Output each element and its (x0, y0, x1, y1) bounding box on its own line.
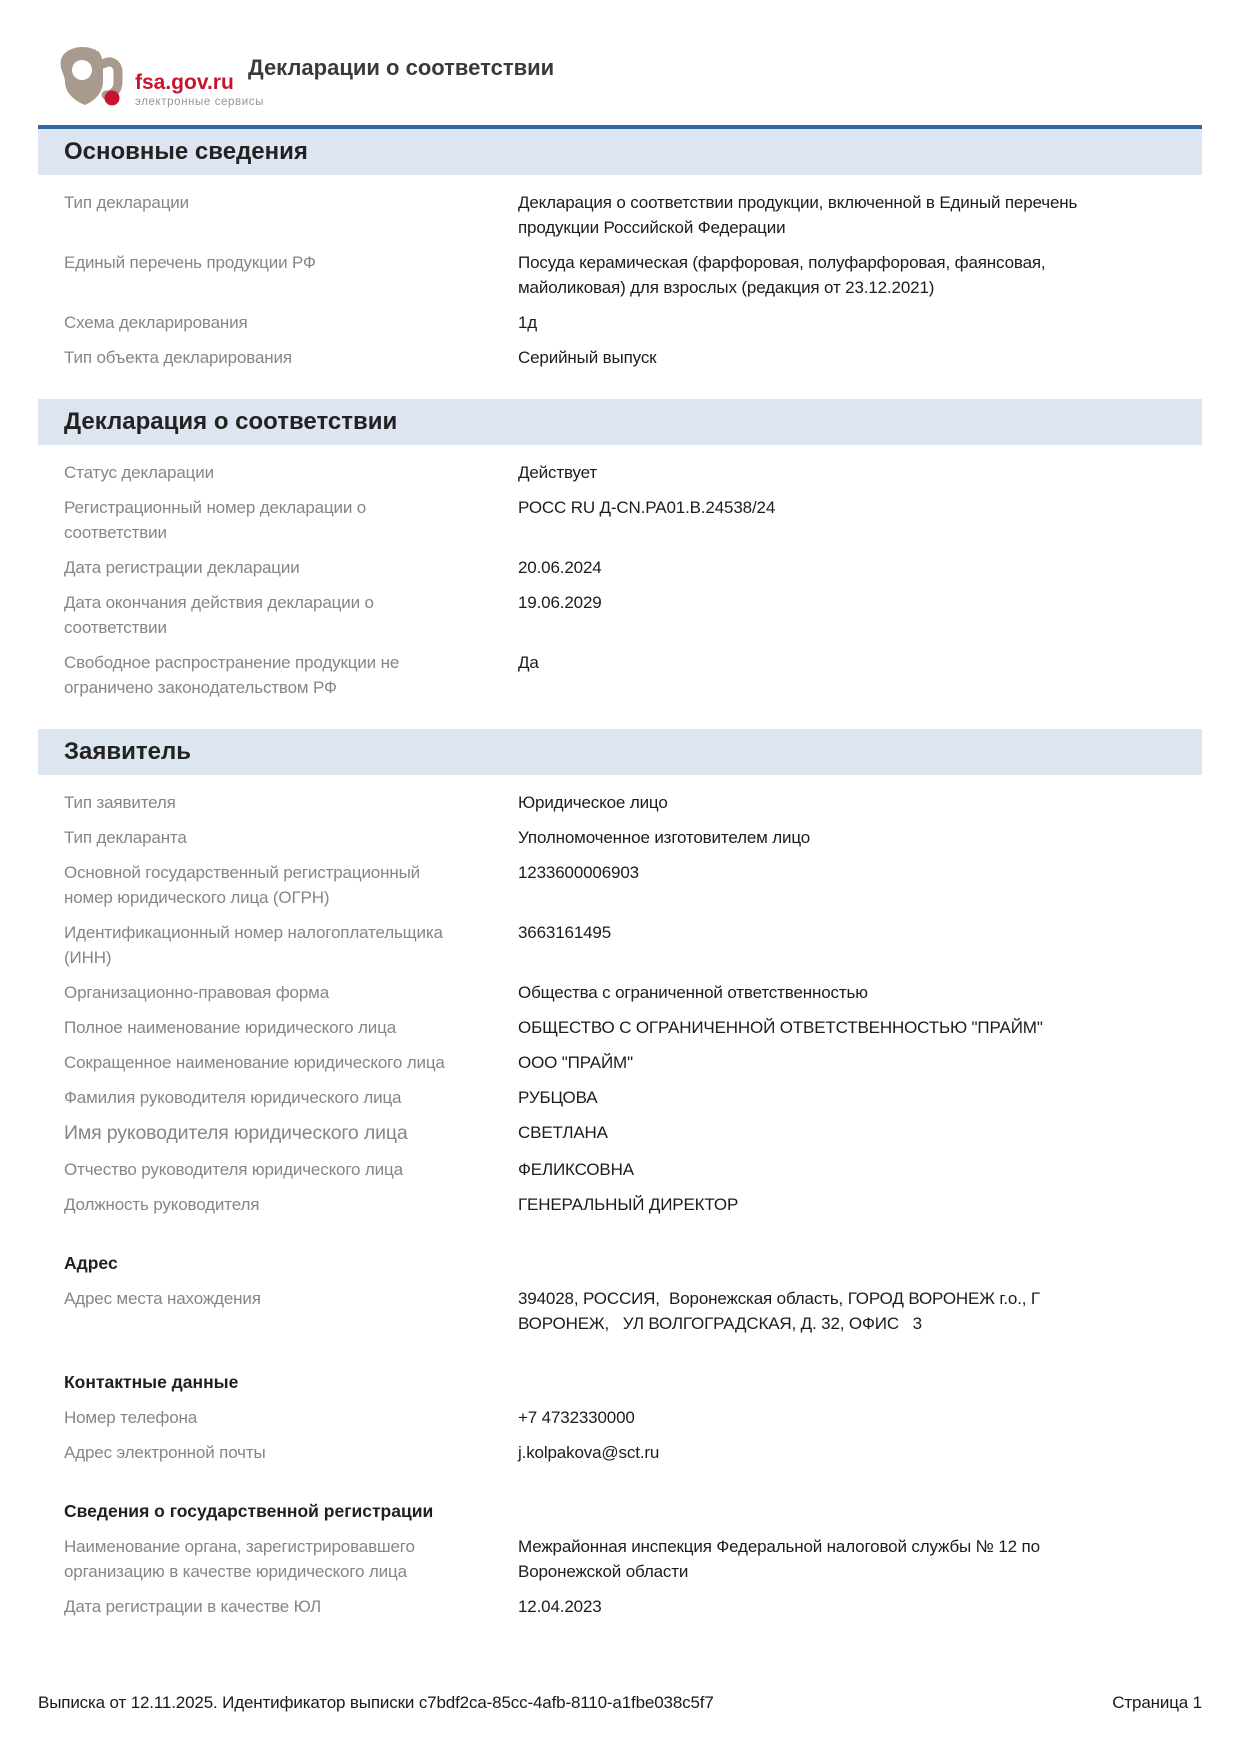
section-rows (38, 445, 1202, 705)
document-footer (38, 1693, 1202, 1713)
section-title: Декларация о соответствии (38, 399, 1202, 445)
field-row (38, 1080, 1202, 1115)
section-title: Заявитель (38, 729, 1202, 775)
field-label: Тип объекта декларирования (64, 348, 292, 367)
sections (0, 125, 1240, 1624)
field-label: Тип заявителя (64, 793, 176, 812)
field-row (38, 245, 1202, 305)
section-1 (0, 399, 1240, 705)
section-title: Основные сведения (38, 125, 1202, 175)
footer-page-number: Страница 1 (1112, 1693, 1202, 1712)
field-label: Фамилия руководителя юридического лица (64, 1088, 402, 1107)
fsa-logo-tagline: электронные сервисы (135, 96, 264, 108)
field-value: ОБЩЕСТВО С ОГРАНИЧЕННОЙ ОТВЕТСТВЕННОСТЬЮ "ПРАЙМ" (518, 1018, 1043, 1037)
field-label: Отчество руководителя юридического лица (64, 1160, 403, 1179)
field-value: СВЕТЛАНА (518, 1123, 608, 1142)
field-value: Общества с ограниченной ответственностью (518, 983, 868, 1002)
field-label: Наименование органа, зарегистрировавшего организацию в качестве юридического лица (64, 1537, 415, 1581)
field-value: Да (518, 653, 539, 672)
field-label: Тип декларанта (64, 828, 187, 847)
field-row (38, 550, 1202, 585)
field-value: Действует (518, 463, 598, 482)
field-row (38, 915, 1202, 975)
field-value: 3663161495 (518, 923, 612, 942)
field-value: Межрайонная инспекция Федеральной налоговой службы № 12 по Воронежской области (518, 1537, 1045, 1581)
field-row (38, 305, 1202, 340)
subsection-header: Адрес (64, 1253, 118, 1273)
field-row (38, 490, 1202, 550)
field-row (38, 585, 1202, 645)
field-label: Основной государственный регистрационный номер юридического лица (ОГРН) (64, 863, 420, 907)
field-label: Дата окончания действия декларации о соответствии (64, 593, 374, 637)
field-value: ГЕНЕРАЛЬНЫЙ ДИРЕКТОР (518, 1195, 739, 1214)
field-label: Схема декларирования (64, 313, 248, 332)
field-row (38, 455, 1202, 490)
fsa-logo-brand: fsa.gov.ru (135, 70, 234, 94)
field-label: Адрес электронной почты (64, 1443, 266, 1462)
footer-extract-info: Выписка от 12.11.2025. Идентификатор выписки c7bdf2ca-85cc-4afb-8110-a1fbe038c5f7 (38, 1693, 714, 1712)
field-value: Декларация о соответствии продукции, включенной в Единый перечень продукции Российской Федерации (518, 193, 1082, 237)
field-row (38, 1152, 1202, 1187)
field-label: Дата регистрации декларации (64, 558, 300, 577)
field-row (38, 1045, 1202, 1080)
field-row (38, 340, 1202, 375)
field-value: ООО "ПРАЙМ" (518, 1053, 633, 1072)
field-value: +7 4732330000 (518, 1408, 635, 1427)
section-rows (38, 775, 1202, 1624)
field-value: Посуда керамическая (фарфоровая, полуфарфоровая, фаянсовая, майоликовая) для взрослых (редакция от 23.12.2021) (518, 253, 1051, 297)
subsection-header: Сведения о государственной регистрации (64, 1501, 434, 1521)
field-row (38, 1115, 1202, 1152)
field-row (38, 975, 1202, 1010)
field-value: Серийный выпуск (518, 348, 657, 367)
field-label: Регистрационный номер декларации о соответствии (64, 498, 367, 542)
field-value: Юридическое лицо (518, 793, 668, 812)
field-value: 12.04.2023 (518, 1597, 602, 1616)
field-row (38, 1187, 1202, 1222)
field-value: 1233600006903 (518, 863, 639, 882)
section-0 (0, 125, 1240, 375)
fsa-logo-text (135, 72, 264, 108)
field-row (38, 855, 1202, 915)
field-row (38, 1435, 1202, 1470)
field-row (38, 1010, 1202, 1045)
field-label: Адрес места нахождения (64, 1289, 261, 1308)
document-header (0, 0, 1240, 125)
field-row (38, 1281, 1202, 1341)
field-value: РУБЦОВА (518, 1088, 598, 1107)
fsa-shield-a-icon (55, 44, 125, 110)
field-label: Дата регистрации в качестве ЮЛ (64, 1597, 321, 1616)
field-row (38, 1589, 1202, 1624)
field-row (38, 785, 1202, 820)
field-row (38, 645, 1202, 705)
subsection-header: Контактные данные (64, 1372, 239, 1392)
page-title: Декларации о соответствии (248, 55, 555, 80)
field-value: j.kolpakova@sct.ru (518, 1443, 660, 1462)
field-value: 19.06.2029 (518, 593, 602, 612)
field-value: Уполномоченное изготовителем лицо (518, 828, 811, 847)
field-label: Должность руководителя (64, 1195, 260, 1214)
field-value: РОСС RU Д-CN.РА01.В.24538/24 (518, 498, 776, 517)
field-label: Полное наименование юридического лица (64, 1018, 396, 1037)
field-label: Имя руководителя юридического лица (64, 1122, 408, 1144)
field-label: Свободное распространение продукции не ограничено законодательством РФ (64, 653, 400, 697)
field-row (38, 185, 1202, 245)
field-label: Организационно-правовая форма (64, 983, 329, 1002)
field-row (38, 820, 1202, 855)
field-value: 20.06.2024 (518, 558, 602, 577)
field-value: 1д (518, 313, 538, 332)
section-2 (0, 729, 1240, 1624)
field-row (38, 1529, 1202, 1589)
field-row (38, 1400, 1202, 1435)
section-rows (38, 175, 1202, 375)
field-label: Единый перечень продукции РФ (64, 253, 316, 272)
field-value: ФЕЛИКСОВНА (518, 1160, 634, 1179)
fsa-logo (55, 44, 264, 110)
field-label: Номер телефона (64, 1408, 198, 1427)
field-label: Сокращенное наименование юридического лица (64, 1053, 445, 1072)
field-label: Статус декларации (64, 463, 214, 482)
field-value: 394028, РОССИЯ, Воронежская область, ГОРОД ВОРОНЕЖ г.о., Г ВОРОНЕЖ, УЛ ВОЛГОГРАДСКАЯ, Д. 32, ОФИС 3 (518, 1289, 1045, 1333)
field-label: Тип декларации (64, 193, 189, 212)
field-label: Идентификационный номер налогоплательщика (ИНН) (64, 923, 443, 967)
